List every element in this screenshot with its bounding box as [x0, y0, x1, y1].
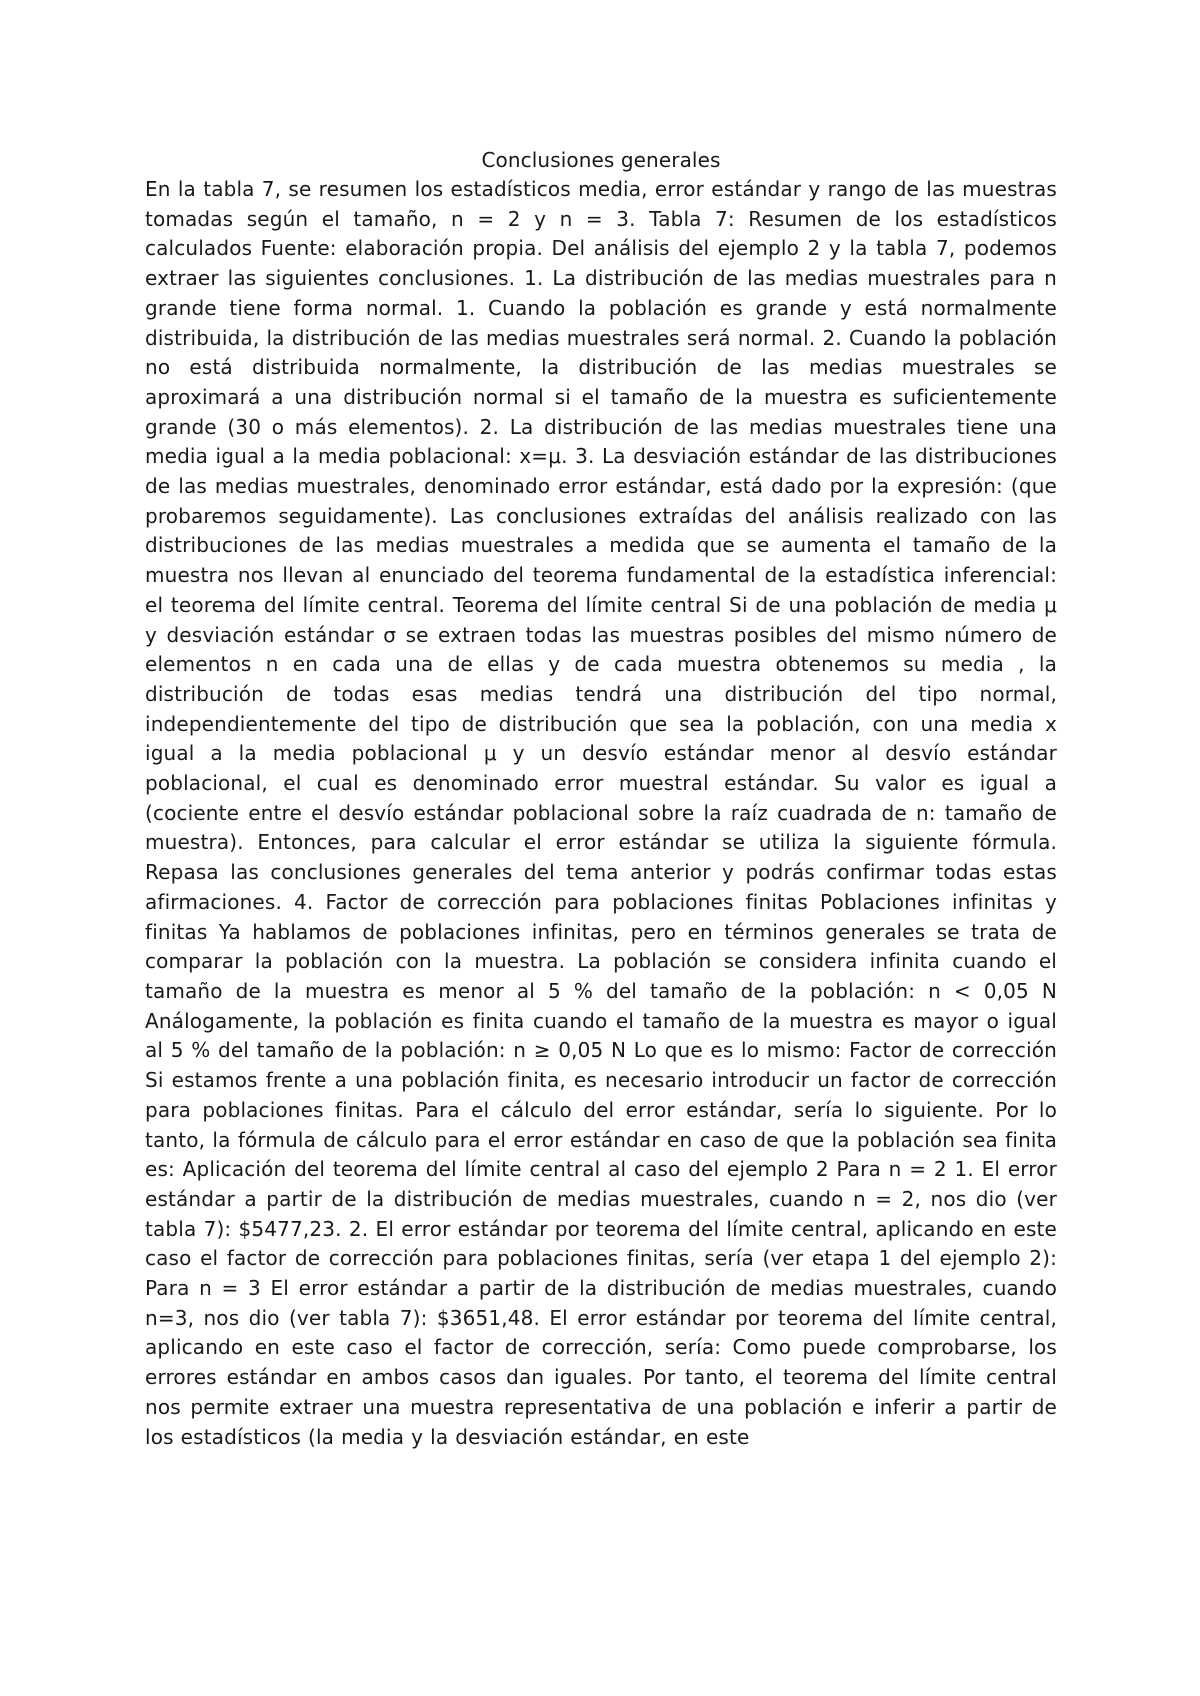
page-content: [145, 145, 1057, 1452]
body-paragraph: En la tabla 7, se resumen los estadísticos media, error estándar y rango de las muestras tomadas según el tamaño, n = 2 y n = 3. Tabla 7: Resumen de los estadísticos calculados Fuente: elaboración propia. Del análisis del ejemplo 2 y la tabla 7, podemos extraer las siguientes conclusiones. 1. La distribución de las medias muestrales para n grande tiene forma normal. 1. Cuando la población es grande y está normalmente distribuida, la distribución de las medias muestrales será normal. 2. Cuando la población no está distribuida normalmente, la distribución de las medias muestrales se aproximará a una distribución normal si el tamaño de la muestra es suficientemente grande (30 o más elementos). 2. La distribución de las medias muestrales tiene una media igual a la media poblacional: x=μ. 3. La desviación estándar de las distribuciones de las medias muestrales, denominado error estándar, está dado por la expresión: (que probaremos seguidamente). Las conclusiones extraídas del análisis realizado con las distribuciones de las medias muestrales a medida que se aumenta el tamaño de la muestra nos llevan al enunciado del teorema fundamental de la estadística inferencial: el teorema del límite central. Teorema del límite central Si de una población de media μ y desviación estándar σ se extraen todas las muestras posibles del mismo número de elementos n en cada una de ellas y de cada muestra obtenemos su media , la distribución de todas esas medias tendrá una distribución del tipo normal, independientemente del tipo de distribución que sea la población, con una media x igual a la media poblacional μ y un desvío estándar menor al desvío estándar poblacional, el cual es denominado error muestral estándar. Su valor es igual a (cociente entre el desvío estándar poblacional sobre la raíz cuadrada de n: tamaño de muestra). Entonces, para calcular el error estándar se utiliza la siguiente fórmula. Repasa las conclusiones generales del tema anterior y podrás confirmar todas estas afirmaciones. 4. Factor de corrección para poblaciones finitas Poblaciones infinitas y finitas Ya hablamos de poblaciones infinitas, pero en términos generales se trata de comparar la población con la muestra. La población se considera infinita cuando el tamaño de la muestra es menor al 5 % del tamaño de la población: n < 0,05 N Análogamente, la población es finita cuando el tamaño de la muestra es mayor o igual al 5 % del tamaño de la población: n ≥ 0,05 N Lo que es lo mismo: Factor de corrección Si estamos frente a una población finita, es necesario introducir un factor de corrección para poblaciones finitas. Para el cálculo del error estándar, sería lo siguiente. Por lo tanto, la fórmula de cálculo para el error estándar en caso de que la población sea finita es: Aplicación del teorema del límite central al caso del ejemplo 2 Para n = 2 1. El error estándar a partir de la distribución de medias muestrales, cuando n = 2, nos dio (ver tabla 7): $5477,23. 2. El error estándar por teorema del límite central, aplicando en este caso el factor de corrección para poblaciones finitas, sería (ver etapa 1 del ejemplo 2): Para n = 3 El error estándar a partir de la distribución de medias muestrales, cuando n=3, nos dio (ver tabla 7): $3651,48. El error estándar por teorema del límite central, aplicando en este caso el factor de corrección, sería: Como puede comprobarse, los errores estándar en ambos casos dan iguales. Por tanto, el teorema del límite central nos permite extraer una muestra representativa de una población e inferir a partir de los estadísticos (la media y la desviación estándar, en este: [145, 177, 1057, 1449]
page-title: Conclusiones generales: [481, 148, 721, 172]
